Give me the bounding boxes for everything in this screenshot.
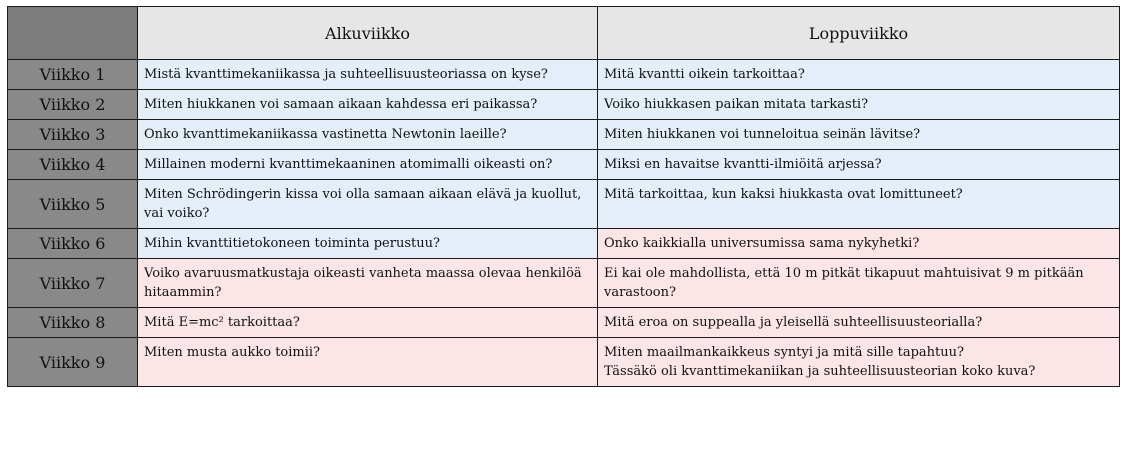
end-week-topic: Onko kaikkialla universumissa sama nykyhetki? (598, 229, 1120, 259)
end-week-topic (598, 338, 1120, 387)
start-week-topic: Mitä E=mc² tarkoittaa? (138, 308, 598, 338)
header-row (8, 7, 1120, 60)
table-row (8, 120, 1120, 150)
start-week-topic: Miten musta aukko toimii? (138, 338, 598, 387)
week-label: Viikko 3 (8, 120, 138, 150)
week-label: Viikko 5 (8, 180, 138, 229)
start-week-header: Alkuviikko (138, 7, 598, 60)
start-week-topic: Miten Schrödingerin kissa voi olla samaan aikaan elävä ja kuollut, vai voiko? (138, 180, 598, 229)
end-week-topic: Mitä tarkoittaa, kun kaksi hiukkasta ovat lomittuneet? (598, 180, 1120, 229)
start-week-topic: Miten hiukkanen voi samaan aikaan kahdessa eri paikassa? (138, 90, 598, 120)
table-row (8, 180, 1120, 229)
week-label: Viikko 8 (8, 308, 138, 338)
table-row (8, 308, 1120, 338)
table-row (8, 90, 1120, 120)
start-week-topic: Millainen moderni kvanttimekaaninen atomimalli oikeasti on? (138, 150, 598, 180)
week-label: Viikko 4 (8, 150, 138, 180)
end-week-header: Loppuviikko (598, 7, 1120, 60)
table-row (8, 229, 1120, 259)
end-week-topic: Voiko hiukkasen paikan mitata tarkasti? (598, 90, 1120, 120)
schedule-table (7, 6, 1120, 387)
end-week-topic: Miksi en havaitse kvantti-ilmiöitä arjessa? (598, 150, 1120, 180)
start-week-topic: Mihin kvanttitietokoneen toiminta perustuu? (138, 229, 598, 259)
start-week-topic: Mistä kvanttimekaniikassa ja suhteellisuusteoriassa on kyse? (138, 60, 598, 90)
start-week-topic: Voiko avaruusmatkustaja oikeasti vanheta maassa olevaa henkilöä hitaammin? (138, 259, 598, 308)
table-row (8, 259, 1120, 308)
end-week-topic-line: Tässäkö oli kvanttimekaniikan ja suhteellisuusteorian koko kuva? (604, 364, 1036, 379)
table-row (8, 338, 1120, 387)
end-week-topic-line: Miten maailmankaikkeus syntyi ja mitä sille tapahtuu? (604, 345, 964, 360)
end-week-topic: Miten hiukkanen voi tunneloitua seinän lävitse? (598, 120, 1120, 150)
week-label: Viikko 9 (8, 338, 138, 387)
course-schedule (7, 6, 1120, 387)
corner-header (8, 7, 138, 60)
end-week-topic: Ei kai ole mahdollista, että 10 m pitkät tikapuut mahtuisivat 9 m pitkään varastoon? (598, 259, 1120, 308)
end-week-topic: Mitä kvantti oikein tarkoittaa? (598, 60, 1120, 90)
week-label: Viikko 2 (8, 90, 138, 120)
week-label: Viikko 1 (8, 60, 138, 90)
end-week-topic: Mitä eroa on suppealla ja yleisellä suhteellisuusteorialla? (598, 308, 1120, 338)
week-label: Viikko 7 (8, 259, 138, 308)
week-label: Viikko 6 (8, 229, 138, 259)
table-row (8, 60, 1120, 90)
table-row (8, 150, 1120, 180)
start-week-topic: Onko kvanttimekaniikassa vastinetta Newtonin laeille? (138, 120, 598, 150)
